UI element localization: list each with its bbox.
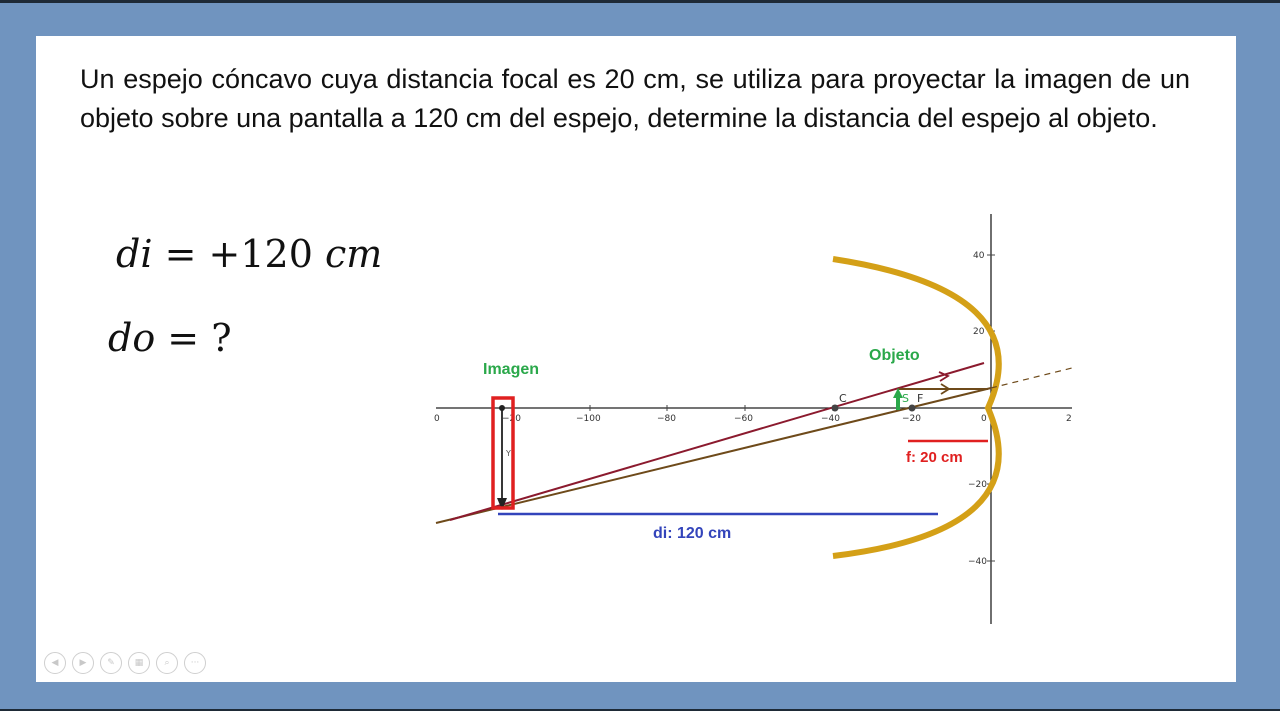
next-icon[interactable]: ▶ — [72, 652, 94, 674]
ray-red — [450, 363, 984, 520]
eq-di-var: di — [116, 232, 153, 276]
more-icon[interactable]: ··· — [184, 652, 206, 674]
zoom-icon[interactable]: ⌕ — [156, 652, 178, 674]
point-f-label: F — [917, 392, 924, 405]
y-tick-label: −40 — [968, 557, 987, 567]
eq-di-unit: cm — [324, 232, 383, 276]
top-border — [0, 0, 1280, 3]
mirror-diagram — [36, 36, 1236, 682]
dashed-extension — [991, 368, 1072, 388]
x-tick-label: −20 — [502, 414, 521, 424]
point-f — [909, 405, 916, 412]
x-tick-label: 0 — [434, 414, 440, 424]
prev-icon[interactable]: ◀ — [44, 652, 66, 674]
x-tick-label: −60 — [734, 414, 753, 424]
x-tick-label: 0 — [981, 414, 987, 424]
point-c-label: C — [839, 392, 847, 405]
x-tick-label: −20 — [902, 414, 921, 424]
slide — [36, 36, 1236, 682]
slides-icon[interactable]: ▦ — [128, 652, 150, 674]
x-tick-label: −40 — [821, 414, 840, 424]
x-tick-label: −100 — [576, 414, 601, 424]
point-s-label: S — [902, 392, 909, 405]
x-tick-label: 2 — [1066, 414, 1072, 424]
bottom-border — [0, 709, 1280, 720]
eq-di-rhs: = +120 — [164, 232, 313, 276]
y-tick-label: −20 — [968, 480, 987, 490]
x-tick-label: −80 — [657, 414, 676, 424]
y-tick-label: 20 — [973, 327, 985, 337]
eq-do-rhs: = ? — [167, 316, 232, 360]
objeto-label: Objeto — [869, 347, 920, 364]
pen-icon[interactable]: ✎ — [100, 652, 122, 674]
di-label: di: 120 cm — [653, 525, 732, 542]
presentation-controls — [44, 652, 206, 674]
image-letter: Y — [506, 449, 511, 458]
eq-do-var: do — [108, 316, 156, 360]
point-c — [832, 405, 839, 412]
y-tick-label: 40 — [973, 251, 985, 261]
focal-length-label: f: 20 cm — [906, 449, 963, 466]
problem-statement: Un espejo cóncavo cuya distancia focal es 20 cm, se utiliza para proyectar la imagen de un objeto sobre una pantalla a 120 cm del espejo, determine la distancia del espejo al objeto. — [80, 64, 1190, 133]
image-base-point — [499, 405, 505, 411]
imagen-label: Imagen — [483, 361, 540, 378]
